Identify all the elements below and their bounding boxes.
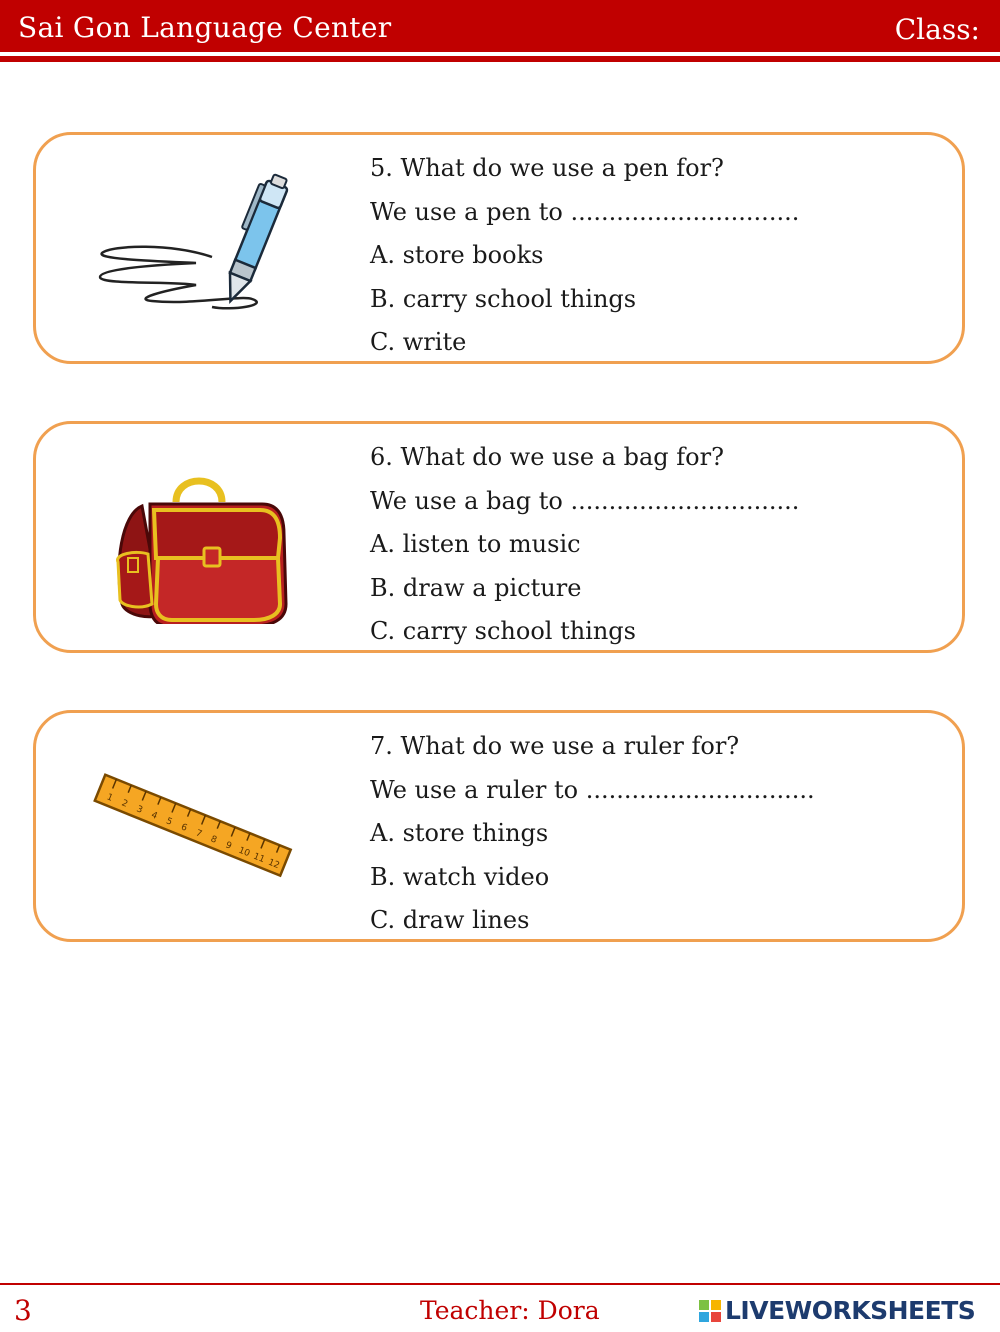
brand-name: LIVEWORKSHEETS	[725, 1296, 976, 1325]
answer-prompt: We use a ruler to ..............................	[370, 775, 815, 804]
svg-text:2: 2	[120, 798, 130, 810]
teacher-name: Teacher: Dora	[420, 1296, 600, 1325]
svg-text:11: 11	[251, 851, 267, 866]
header-title: Sai Gon Language Center	[18, 11, 392, 44]
header-divider	[0, 56, 1000, 62]
svg-text:9: 9	[223, 840, 233, 852]
answer-prompt: We use a pen to ..............................	[370, 197, 800, 226]
bag-icon	[92, 454, 302, 624]
option-c[interactable]: C. write	[370, 328, 467, 356]
question-text: 7. What do we use a ruler for?	[370, 732, 740, 760]
ruler-icon	[92, 743, 302, 913]
svg-text:10: 10	[236, 845, 252, 860]
pen-icon	[92, 165, 302, 335]
page-number: 3	[14, 1294, 32, 1327]
svg-text:4: 4	[149, 810, 159, 822]
question-text: 5. What do we use a pen for?	[370, 154, 724, 182]
question-card-5	[33, 132, 965, 364]
svg-text:7: 7	[194, 828, 204, 840]
option-b[interactable]: B. draw a picture	[370, 573, 582, 602]
option-b[interactable]: B. carry school things	[370, 284, 637, 313]
svg-text:5: 5	[164, 816, 174, 828]
liveworksheets-logo[interactable]	[698, 1296, 975, 1325]
svg-text:12: 12	[266, 857, 281, 872]
question-card-7	[33, 710, 965, 942]
class-label: Class:	[894, 13, 980, 46]
option-a[interactable]: A. store things	[370, 819, 549, 847]
option-a[interactable]: A. store books	[370, 241, 544, 269]
svg-text:6: 6	[179, 822, 189, 834]
option-c[interactable]: C. draw lines	[370, 906, 530, 934]
svg-text:1: 1	[105, 792, 115, 804]
option-a[interactable]: A. listen to music	[370, 530, 581, 558]
header-bar	[0, 0, 1000, 52]
liveworksheets-icon	[698, 1299, 722, 1323]
svg-text:8: 8	[209, 834, 219, 846]
option-c[interactable]: C. carry school things	[370, 617, 636, 645]
question-text: 6. What do we use a bag for?	[370, 443, 724, 471]
option-b[interactable]: B. watch video	[370, 862, 550, 891]
question-card-6	[33, 421, 965, 653]
answer-prompt: We use a bag to ..............................	[370, 486, 800, 515]
svg-text:3: 3	[134, 804, 144, 816]
footer-divider	[0, 1283, 1000, 1285]
